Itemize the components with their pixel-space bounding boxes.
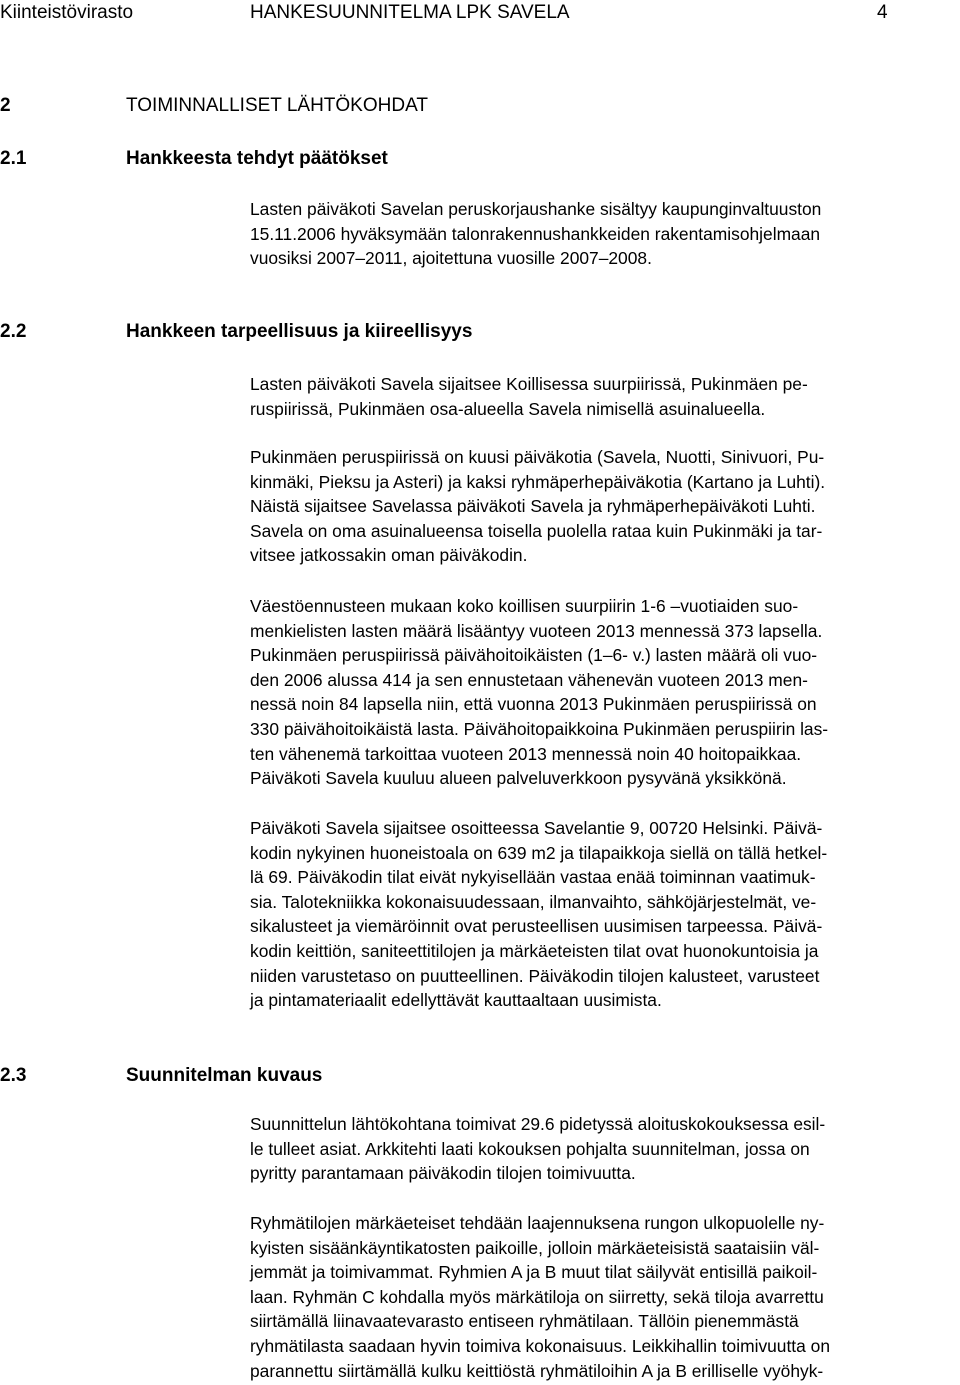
text-line: vitsee jatkossakin oman päiväkodin. xyxy=(250,545,528,566)
text-line: ja pintamateriaalit edellyttävät kauttaaltaan uusimista. xyxy=(250,990,662,1011)
paragraph xyxy=(250,197,821,271)
text-line: den 2006 alussa 414 ja sen ennustetaan vähenevän vuoteen 2013 men- xyxy=(250,669,808,690)
text-line: sikalusteet ja viemäröinnit ovat perusteellisen uusimisen tarpeessa. Päivä- xyxy=(250,916,823,937)
text-line: kinmäki, Pieksu ja Asteri) ja kaksi ryhmäperhepäiväkotia (Kartano ja Luhti). xyxy=(250,471,826,492)
paragraph xyxy=(250,372,808,421)
text-line: kyisten sisäänkäyntikatosten paikoille, jolloin märkäeteisistä saataisiin väl- xyxy=(250,1237,820,1258)
text-line: laan. Ryhmän C kohdalla myös märkätiloja on siirretty, sekä tiloja avarrettu xyxy=(250,1286,824,1307)
text-line: menkielisten lasten määrä lisääntyy vuoteen 2013 mennessä 373 lapsella. xyxy=(250,620,823,641)
text-line: ryhmätilasta saadaan hyvin toimiva kokonaisuus. Leikkihallin toimivuutta on xyxy=(250,1335,830,1356)
text-line: le tulleet asiat. Arkkitehti laati kokouksen pohjalta suunnitelman, jossa on xyxy=(250,1138,810,1159)
text-line: Päiväkoti Savela sijaitsee osoitteessa Savelantie 9, 00720 Helsinki. Päivä- xyxy=(250,818,823,838)
text-line: Savela on oma asuinalueensa toisella puolella rataa kuin Pukinmäki ja tar- xyxy=(250,520,823,541)
section-number: 2.3 xyxy=(0,1065,27,1086)
paragraph xyxy=(250,1211,830,1383)
text-line: kodin keittiön, saniteettitilojen ja märkäeteisten tilat ovat huonokuntoisia ja xyxy=(250,940,819,961)
text-line: Lasten päiväkoti Savela sijaitsee Koillisessa suurpiirissä, Pukinmäen pe- xyxy=(250,374,808,394)
text-line: 330 päivähoitoikäistä lasta. Päivähoitopaikkoina Pukinmäen peruspiirin las- xyxy=(250,718,829,739)
text-line: pyritty parantamaan päiväkodin tilojen toimivuutta. xyxy=(250,1163,636,1184)
text-line: vuosiksi 2007–2011, ajoitettuna vuosille 2007–2008. xyxy=(250,248,652,269)
text-line: ruspiirissä, Pukinmäen osa-alueella Savela nimisellä asuinalueella. xyxy=(250,398,766,419)
section-title: Suunnitelman kuvaus xyxy=(126,1065,323,1086)
header-page-number: 4 xyxy=(877,2,888,23)
text-line: niiden varustetaso on puutteellinen. Päiväkodin tilojen kalusteet, varusteet xyxy=(250,965,820,986)
text-line: Pukinmäen peruspiirissä on kuusi päiväkotia (Savela, Nuotti, Sinivuori, Pu- xyxy=(250,447,825,467)
paragraph xyxy=(250,594,828,791)
paragraph xyxy=(250,1112,825,1186)
section-title: Hankkeesta tehdyt päätökset xyxy=(126,148,388,169)
section-title: Hankkeen tarpeellisuus ja kiireellisyys xyxy=(126,321,473,342)
paragraph xyxy=(250,816,827,1013)
section-number: 2.1 xyxy=(0,148,27,169)
text-line: 15.11.2006 hyväksymään talonrakennushankkeiden rakentamisohjelmaan xyxy=(250,223,821,244)
text-line: Päiväkoti Savela kuuluu alueen palveluverkkoon pysyvänä yksikkönä. xyxy=(250,768,787,789)
section-number: 2 xyxy=(0,95,11,116)
text-line: jemmät ja toimivammat. Ryhmien A ja B muut tilat säilyvät entisillä paikoil- xyxy=(250,1262,818,1283)
paragraph xyxy=(250,445,825,568)
text-line: nessä noin 84 lapsella niin, että vuonna 2013 Pukinmäen peruspiirissä on xyxy=(250,694,817,715)
text-line: Suunnittelun lähtökohtana toimivat 29.6 pidetyssä aloituskokouksessa esil- xyxy=(250,1114,826,1134)
text-line: Ryhmätilojen märkäeteiset tehdään laajennuksena rungon ulkopuolelle ny- xyxy=(250,1213,825,1233)
page-header xyxy=(0,0,960,26)
text-line: lä 69. Päiväkodin tilat eivät nykyisellään vastaa enää toiminnan vaatimuk- xyxy=(250,867,816,888)
header-organization: Kiinteistövirasto xyxy=(0,2,134,23)
text-line: Väestöennusteen mukaan koko koillisen suurpiirin 1-6 –vuotiaiden suo- xyxy=(250,596,799,616)
header-document-title: HANKESUUNNITELMA LPK SAVELA xyxy=(250,2,570,23)
section-number: 2.2 xyxy=(0,321,27,342)
text-line: parannettu siirtämällä kulku keittiöstä ryhmätiloihin A ja B erilliselle vyöhyk- xyxy=(250,1360,824,1381)
section-title: TOIMINNALLISET LÄHTÖKOHDAT xyxy=(126,95,428,116)
text-line: sia. Talotekniikka kokonaisuudessaan, ilmanvaihto, sähköjärjestelmät, ve- xyxy=(250,891,817,912)
text-line: Pukinmäen peruspiirissä päivähoitoikäisten (1–6- v.) lasten määrä oli vuo- xyxy=(250,645,818,666)
text-line: ten vähenemä tarkoittaa vuoteen 2013 mennessä noin 40 hoitopaikkaa. xyxy=(250,743,802,764)
text-line: Lasten päiväkoti Savelan peruskorjaushanke sisältyy kaupunginvaltuuston xyxy=(250,199,822,219)
text-line: siirtämällä liinavaatevarasto entiseen ryhmätilaan. Tällöin pienemmästä xyxy=(250,1311,799,1332)
text-line: Näistä sijaitsee Savelassa päiväkoti Savela ja ryhmäperhepäiväkoti Luhti. xyxy=(250,496,816,517)
text-line: kodin nykyinen huoneistoala on 639 m2 ja tilapaikkoja siellä on tällä hetkel- xyxy=(250,842,828,863)
